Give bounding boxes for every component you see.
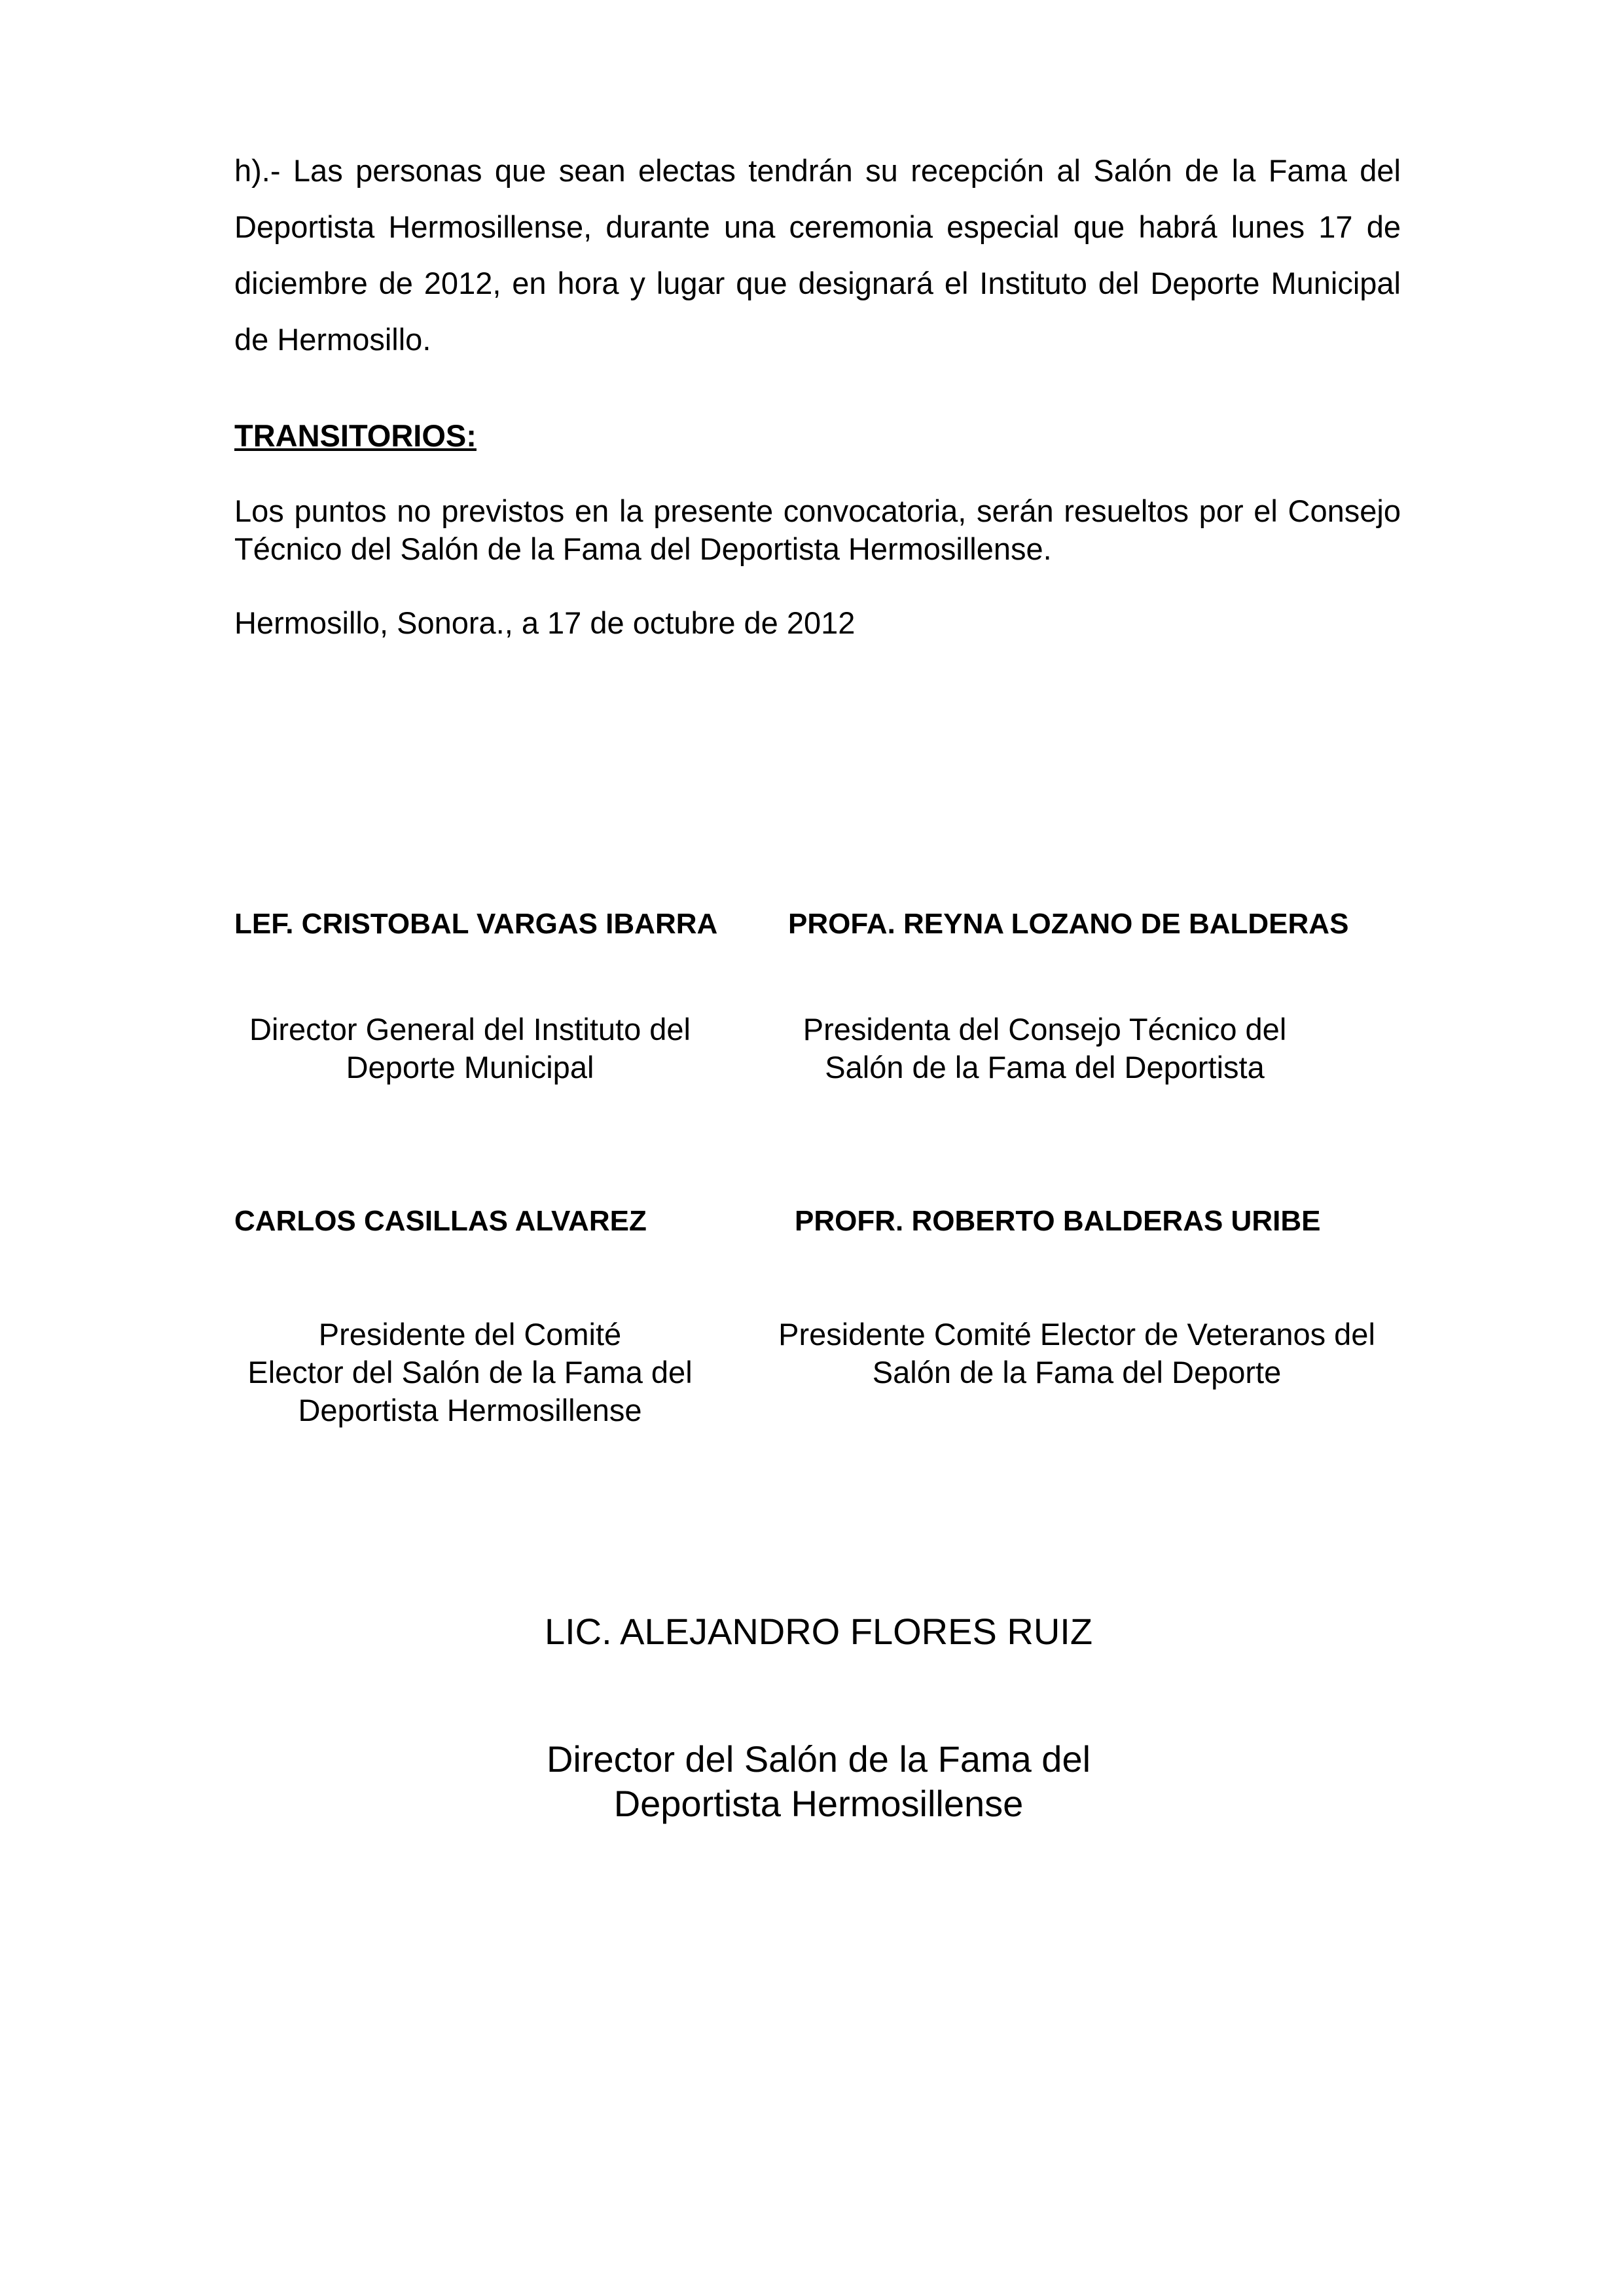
place-date: Hermosillo, Sonora., a 17 de octubre de 2012 [234,605,856,640]
signatory-title-2-line-1: Presidenta del Consejo Técnico del [803,1012,1287,1047]
signatory-title-3-line-1: Presidente del Comité [318,1317,622,1352]
final-signatory-title [0,1737,1624,1826]
signatory-title-1 [234,1011,706,1086]
transitorios-paragraph: Los puntos no previstos en la presente convocatoria, serán resueltos por el Consejo Técnico del Salón de la Fama del Deportista Hermosillense. [234,493,1401,566]
signatory-title-2-line-2: Salón de la Fama del Deportista [825,1050,1265,1085]
signatory-title-3-line-2: Elector del Salón de la Fama del [247,1355,693,1390]
signatory-title-4 [753,1316,1401,1391]
signatory-title-1-line-2: Deporte Municipal [346,1050,594,1085]
signatory-name-4: PROFR. ROBERTO BALDERAS URIBE [795,1205,1321,1237]
signatory-name-1: LEF. CRISTOBAL VARGAS IBARRA [234,908,718,940]
signatory-name-2: PROFA. REYNA LOZANO DE BALDERAS [788,908,1349,940]
final-signatory-title-line-2: Deportista Hermosillense [613,1783,1024,1824]
signatory-title-4-line-2: Salón de la Fama del Deporte [872,1355,1282,1390]
signatory-name-3: CARLOS CASILLAS ALVAREZ [234,1205,647,1237]
transitorios-heading: TRANSITORIOS: [234,418,477,453]
section-h-paragraph: h).- Las personas que sean electas tendrán su recepción al Salón de la Fama del Deportista Hermosillense, durante una ceremonia especial que habrá lunes 17 de diciembre de 2012, en hora y lugar que designará el Instituto del Deporte Municipal de Hermosillo. [234,153,1401,357]
final-signatory-name: LIC. ALEJANDRO FLORES RUIZ [544,1611,1093,1652]
signatory-title-4-line-1: Presidente Comité Elector de Veteranos del [778,1317,1375,1352]
signatory-title-1-line-1: Director General del Instituto del [249,1012,691,1047]
signatory-title-3 [234,1316,706,1429]
final-signatory-title-line-1: Director del Salón de la Fama del [546,1738,1091,1780]
signatory-title-3-line-3: Deportista Hermosillense [298,1393,642,1427]
signatory-title-2 [783,1011,1307,1086]
